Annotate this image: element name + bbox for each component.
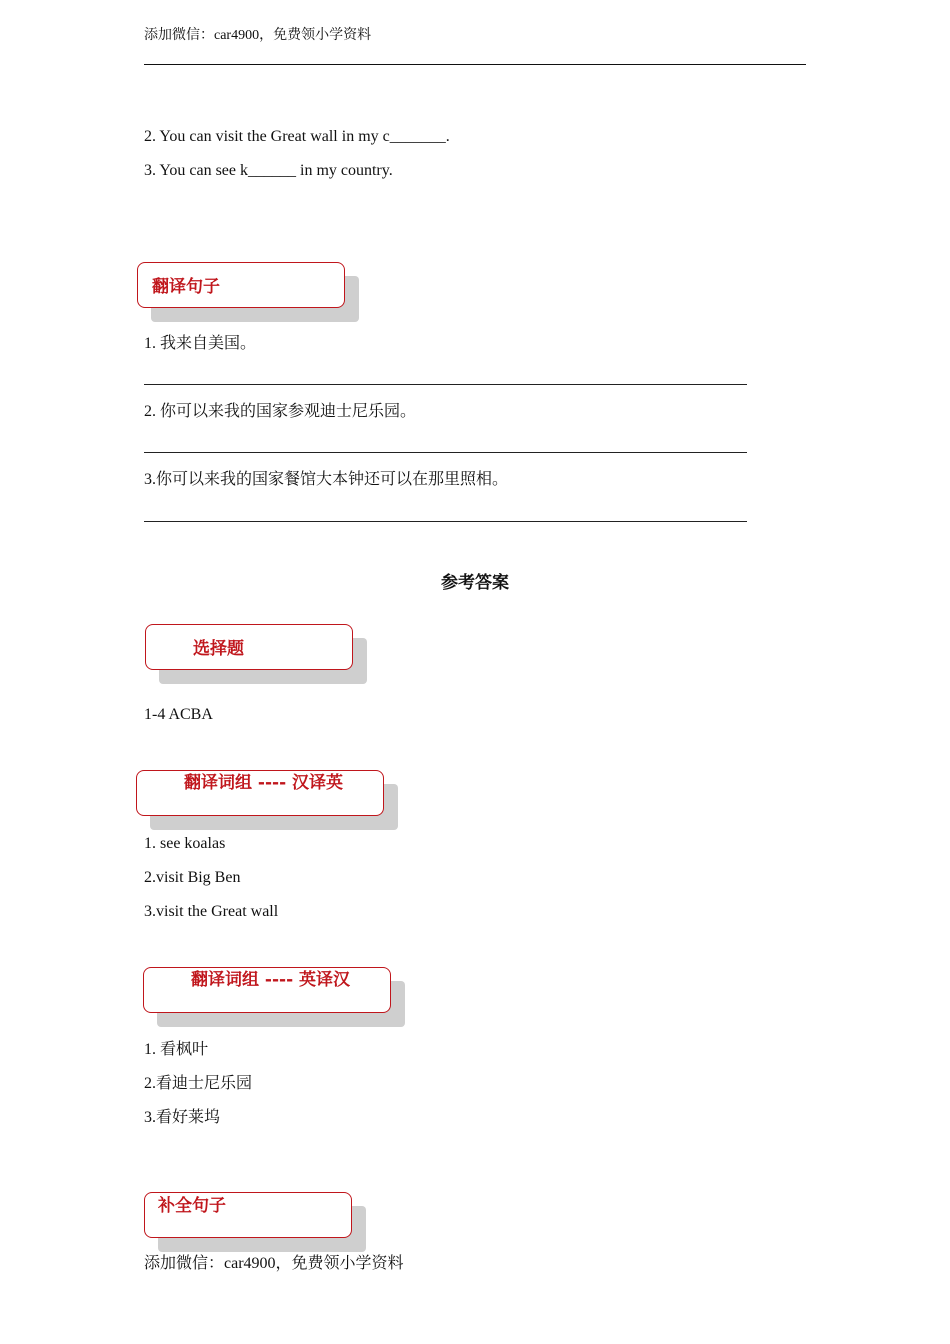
translate-sentence-2: 2. 你可以来我的国家参观迪士尼乐园。 bbox=[144, 403, 417, 420]
header-divider bbox=[144, 64, 806, 65]
section-translate-sentences-title: 翻译句子 bbox=[152, 277, 220, 297]
header-text: 添加微信：car4900，免费领小学资料 bbox=[144, 28, 372, 43]
section-choice-title: 选择题 bbox=[193, 639, 244, 659]
section-zh-en-title: 翻译词组 ---- 汉译英 bbox=[184, 773, 344, 793]
translate-sentence-3: 3.你可以来我的国家餐馆大本钟还可以在那里照相。 bbox=[144, 471, 509, 488]
fill-in-item-2: 2. You can visit the Great wall in my c_______. bbox=[144, 128, 450, 145]
zh-en-answer-2: 2.visit Big Ben bbox=[144, 869, 241, 886]
fill-in-item-3: 3. You can see k______ in my country. bbox=[144, 162, 393, 179]
section-complete-title: 补全句子 bbox=[158, 1196, 226, 1216]
answer-line-3 bbox=[144, 521, 747, 522]
zh-en-answer-1: 1. see koalas bbox=[144, 835, 226, 852]
choice-answer: 1-4 ACBA bbox=[144, 706, 213, 723]
zh-en-answer-3: 3.visit the Great wall bbox=[144, 903, 279, 920]
answer-line-2 bbox=[144, 452, 747, 453]
answer-line-1 bbox=[144, 384, 747, 385]
section-en-zh-title: 翻译词组 ---- 英译汉 bbox=[191, 970, 351, 990]
section-choice-box bbox=[145, 624, 353, 670]
en-zh-answer-2: 2.看迪士尼乐园 bbox=[144, 1075, 253, 1092]
en-zh-answer-1: 1. 看枫叶 bbox=[144, 1041, 209, 1058]
answer-key-title: 参考答案 bbox=[441, 573, 509, 593]
en-zh-answer-3: 3.看好莱坞 bbox=[144, 1109, 221, 1126]
translate-sentence-1: 1. 我来自美国。 bbox=[144, 335, 257, 352]
footer-text: 添加微信：car4900，免费领小学资料 bbox=[144, 1255, 404, 1272]
